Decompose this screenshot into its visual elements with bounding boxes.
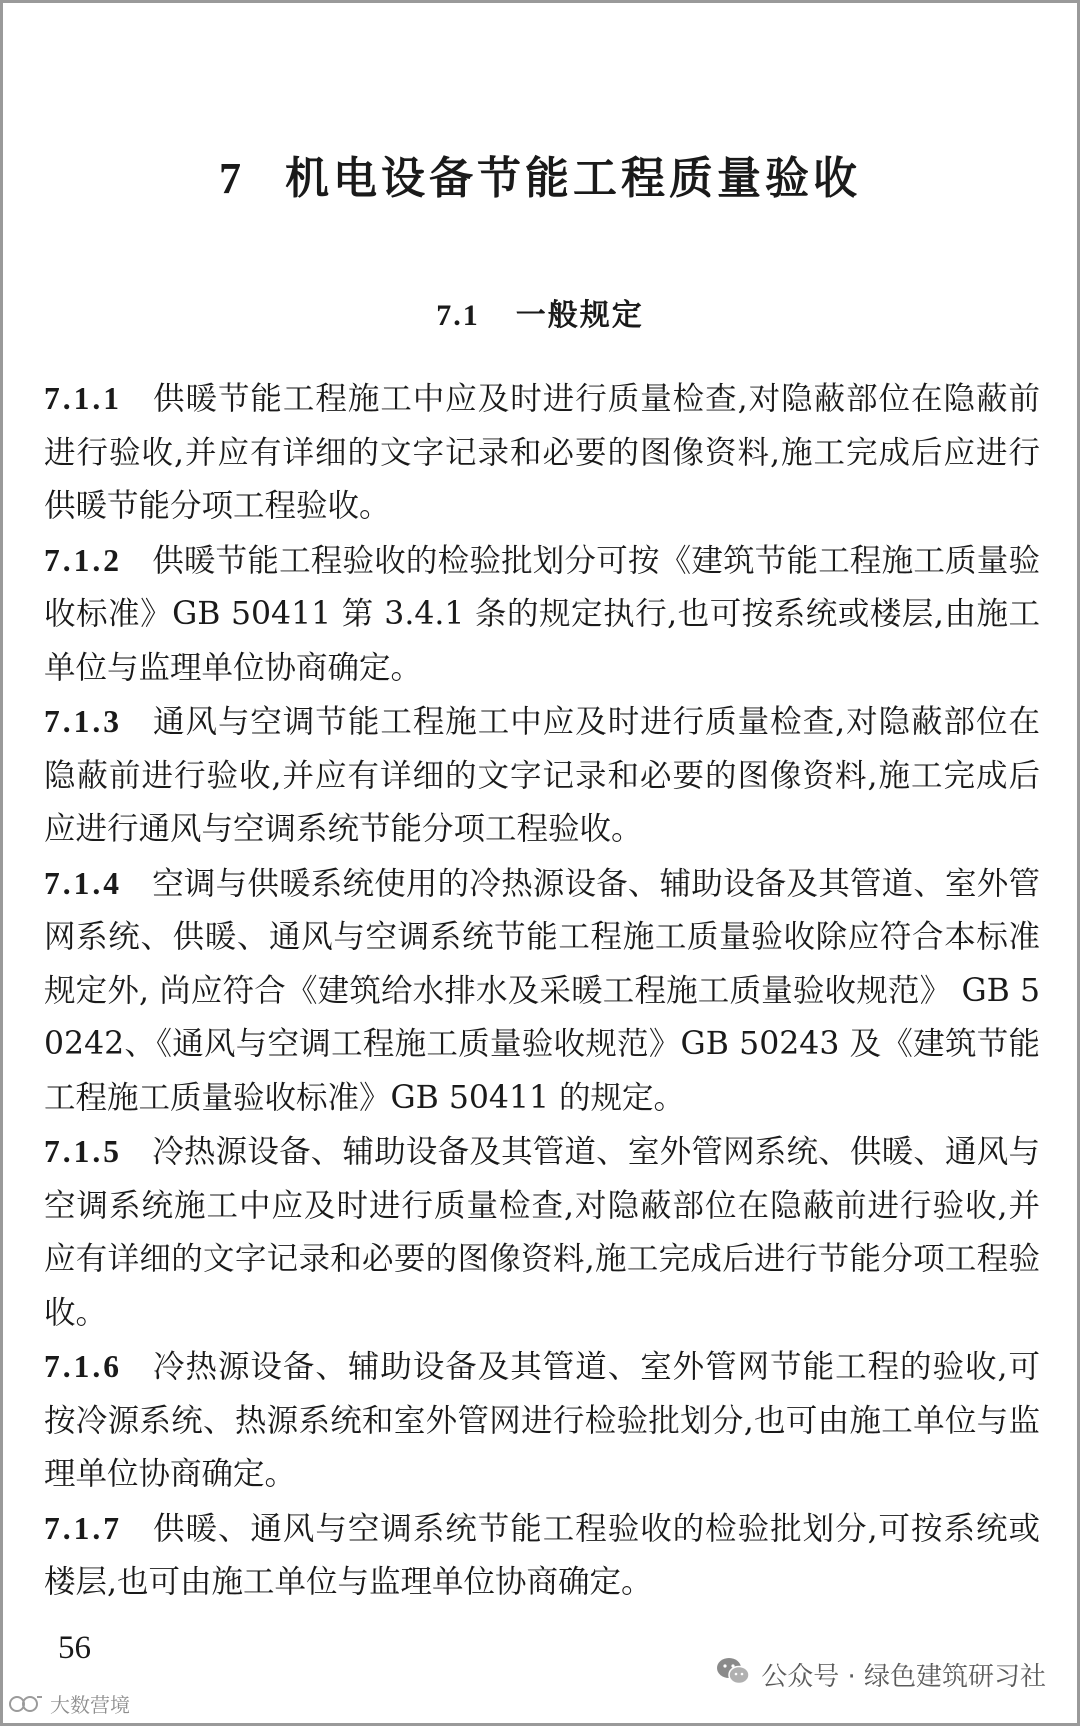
clause-7-1-3: [44, 695, 1040, 857]
clause-number: 7.1.6: [44, 1349, 122, 1384]
logo-icon: [8, 1693, 44, 1715]
clause-text: 供暖节能工程施工中应及时进行质量检查,对隐蔽部位在隐蔽前进行验收,并应有详细的文字记录和必要的图像资料,施工完成后应进行供暖节能分项工程验收。: [44, 381, 1040, 524]
corner-logo: [8, 1689, 130, 1718]
watermark: [715, 1656, 1046, 1693]
clause-7-1-5: [44, 1125, 1040, 1340]
corner-logo-text: 大数营境: [50, 1693, 130, 1717]
clause-text: 冷热源设备、辅助设备及其管道、室外管网系统、供暖、通风与空调系统施工中应及时进行质量检查,对隐蔽部位在隐蔽前进行验收,并应有详细的文字记录和必要的图像资料,施工完成后进行节能分项工程验收。: [44, 1134, 1040, 1331]
clause-list: [44, 372, 1040, 1610]
clause-text: 供暖节能工程验收的检验批划分可按《建筑节能工程施工质量验收标准》GB 50411 第 3.4.1 条的规定执行,也可按系统或楼层,由施工单位与监理单位协商确定。: [44, 542, 1040, 686]
chapter-title: [0, 142, 1080, 206]
watermark-text: 公众号 · 绿色建筑研习社: [761, 1662, 1046, 1692]
clause-7-1-2: [44, 534, 1040, 696]
section-number: 7.1: [436, 299, 480, 332]
clause-7-1-1: [44, 372, 1040, 534]
clause-text: 通风与空调节能工程施工中应及时进行质量检查,对隐蔽部位在隐蔽前进行验收,并应有详细的文字记录和必要的图像资料,施工完成后应进行通风与空调系统节能分项工程验收。: [44, 704, 1040, 847]
clause-7-1-7: [44, 1502, 1040, 1610]
section-title: [0, 290, 1080, 334]
clause-number: 7.1.4: [44, 865, 122, 901]
clause-number: 7.1.3: [44, 704, 122, 739]
clause-number: 7.1.5: [44, 1134, 122, 1169]
clause-number: 7.1.1: [44, 381, 122, 416]
section-title-text: 一般规定: [515, 298, 644, 333]
clause-7-1-4: [44, 857, 1040, 1126]
page-number: 56: [58, 1630, 91, 1666]
clause-text: 供暖、通风与空调系统节能工程验收的检验批划分,可按系统或楼层,也可由施工单位与监理单位协商确定。: [44, 1510, 1040, 1600]
clause-text: 空调与供暖系统使用的冷热源设备、辅助设备及其管道、室外管网系统、供暖、通风与空调系统节能工程施工质量验收除应符合本标准规定外, 尚应符合《建筑给水排水及采暖工程施工质量验收规范》 GB 50242、《通风与空调工程施工质量验收规范》GB 50243 及《建筑节能工程施工质量验收标准》GB 50411 的规定。: [44, 865, 1040, 1116]
wechat-icon: [715, 1656, 751, 1693]
clause-7-1-6: [44, 1340, 1040, 1502]
clause-text: 冷热源设备、辅助设备及其管道、室外管网节能工程的验收,可按冷源系统、热源系统和室外管网进行检验批划分,也可由施工单位与监理单位协商确定。: [44, 1349, 1040, 1492]
clause-number: 7.1.2: [44, 542, 122, 578]
clause-number: 7.1.7: [44, 1510, 122, 1546]
chapter-title-text: 机电设备节能工程质量验收: [285, 153, 861, 204]
chapter-number: 7: [219, 154, 245, 203]
